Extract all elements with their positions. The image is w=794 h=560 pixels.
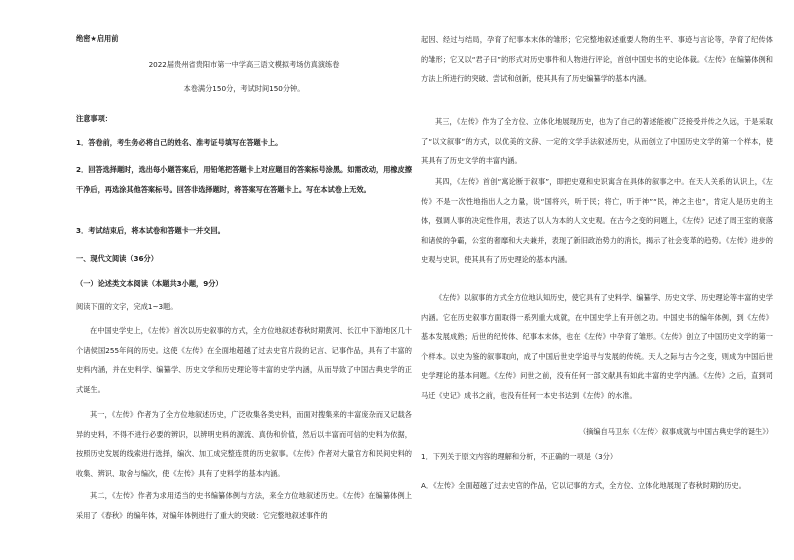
note-item-3: 3．考试结束后，将本试卷和答题卡一并交回。 (76, 226, 225, 235)
question-1-option-a: A．《左传》全面超越了过去史官的作品，它以记事的方式，全方位、立体化地展现了春秋时期的历史。 (421, 481, 746, 490)
notes-heading: 注意事项： (76, 114, 112, 123)
question-1-stem: 1．下列关于原文内容的理解和分析，不正确的一项是（3分） (421, 452, 618, 461)
passage-paragraph-3: 其三，《左传》作为了全方位、立体化地展现历史，也为了自己的著述能被广泛接受并传之久远，于是采取了“以文叙事”的方式，以优美的文辞、一定的文学手法叙述历史，从而创立了中国历史文学的第一个样本，使其具有了历史文学的丰富内涵。 (421, 117, 773, 166)
exam-title: 2022届贵州省贵阳市第一中学高三语文模拟考场仿真演练卷 (148, 60, 340, 69)
section-title: 一、现代文阅读（36分） (76, 254, 158, 263)
secret-mark: 绝密★启用前 (76, 34, 119, 43)
section-subtitle: （一）论述类文本阅读（本题共3小题，9分） (76, 279, 223, 288)
passage-paragraph-5: 《左传》以叙事的方式全方位地认知历史，使它具有了史料学、编纂学、历史文学、历史理论等丰富的史学内涵。它在历史叙事方面取得一系列重大成就，在中国史学上有开创之功。中国史书的编年体例，到《左传》基本发展成熟；后世的纪传体、纪事本末体，也在《左传》中孕育了雏形。《左传》创立了中国历史文学的第一个样本。以史为鉴的叙事取向，成了中国后世史学追寻与发展的传统。天人之际与古今之变，则成为中国后世史学理论的基本问题。《左传》问世之前，没有任何一部文献具有如此丰富的史学内涵。《左传》之后，直到司马迁《史记》成书之前，也没有任何一本史书达到《左传》的水准。 (421, 293, 773, 400)
passage-paragraph-intro: 在中国史学史上，《左传》首次以历史叙事的方式，全方位地叙述春秋时期黄河、长江中下游地区几十个诸侯国255年间的历史。这使《左传》在全面地超越了过去史官片段的记言、记事作品，具有了丰富的史料内涵，并在史料学、编纂学、历史文学和历史理论等丰富的史学内涵，从而导致了中国古典史学的正式诞生。 (76, 326, 412, 394)
note-item-1: 1．答卷前，考生务必将自己的姓名、准考证号填写在答题卡上。 (76, 138, 283, 147)
exam-meta: 本卷满分150分，考试时间150分钟。 (183, 84, 305, 93)
passage-paragraph-4: 其四，《左传》首创“寓论断于叙事”，即把史观和史识寓含在具体的叙事之中。在天人关系的认识上，《左传》不是一次性地指出人之力量，说“国将兴，听于民；将亡，听于神”“民，神之主也”，肯定人是历史的主体，强调人事的决定性作用，表达了以人为本的人文史观。在古今之变的问题上，《左传》记述了周王室的衰落和诸侯的争霸，公室的奢靡和大夫兼并，表现了新旧政治势力的消长，揭示了社会变革的趋势。《左传》进步的史观与史识，使其具有了历史理论的基本内涵。 (421, 177, 773, 265)
reading-instruction: 阅读下面的文字，完成1~3题。 (76, 302, 178, 311)
note-item-2: 2．回答选择题时，选出每小题答案后，用铅笔把答题卡上对应题目的答案标号涂黑。如需改动，用橡皮擦干净后，再选涂其他答案标号。回答非选择题时，将答案写在答题卡上。写在本试卷上无效。 (76, 165, 412, 194)
passage-paragraph-2-cont: 起因、经过与结局，孕育了纪事本末体的雏形；它完整地叙述重要人物的生平、事迹与言论等，孕育了纪传体的雏形；它又以“君子曰”的形式对历史事件和人物进行评论，首创中国史书的史论体裁。《左传》在编纂体例和方法上所进行的突破、尝试和创新，使其具有了历史编纂学的基本内涵。 (421, 35, 773, 84)
passage-paragraph-1: 其一，《左传》作者为了全方位地叙述历史，广泛收集各类史料，而面对搜集来的丰富庞杂而又记载各异的史料，不得不进行必要的辨识，以辨明史料的源流、真伪和价值，然后以丰富而可信的史料为依据，按照历史发展的线索进行选择，编次、加工成完整连贯的历史叙事。《左传》作者对大量官方和民间史料的收集、辨识、取舍与编次，使《左传》具有了史料学的基本内涵。 (76, 410, 412, 478)
source-note: （摘编自马卫东《〈左传〉叙事成就与中国古典史学的诞生》） (578, 427, 773, 436)
passage-paragraph-2: 其二，《左传》作者为求用适当的史书编纂体例与方法，来全方位地叙述历史。《左传》在编纂体例上采用了《春秋》的编年体，对编年体例进行了重大的突破：它完整地叙述事件的 (76, 491, 412, 520)
